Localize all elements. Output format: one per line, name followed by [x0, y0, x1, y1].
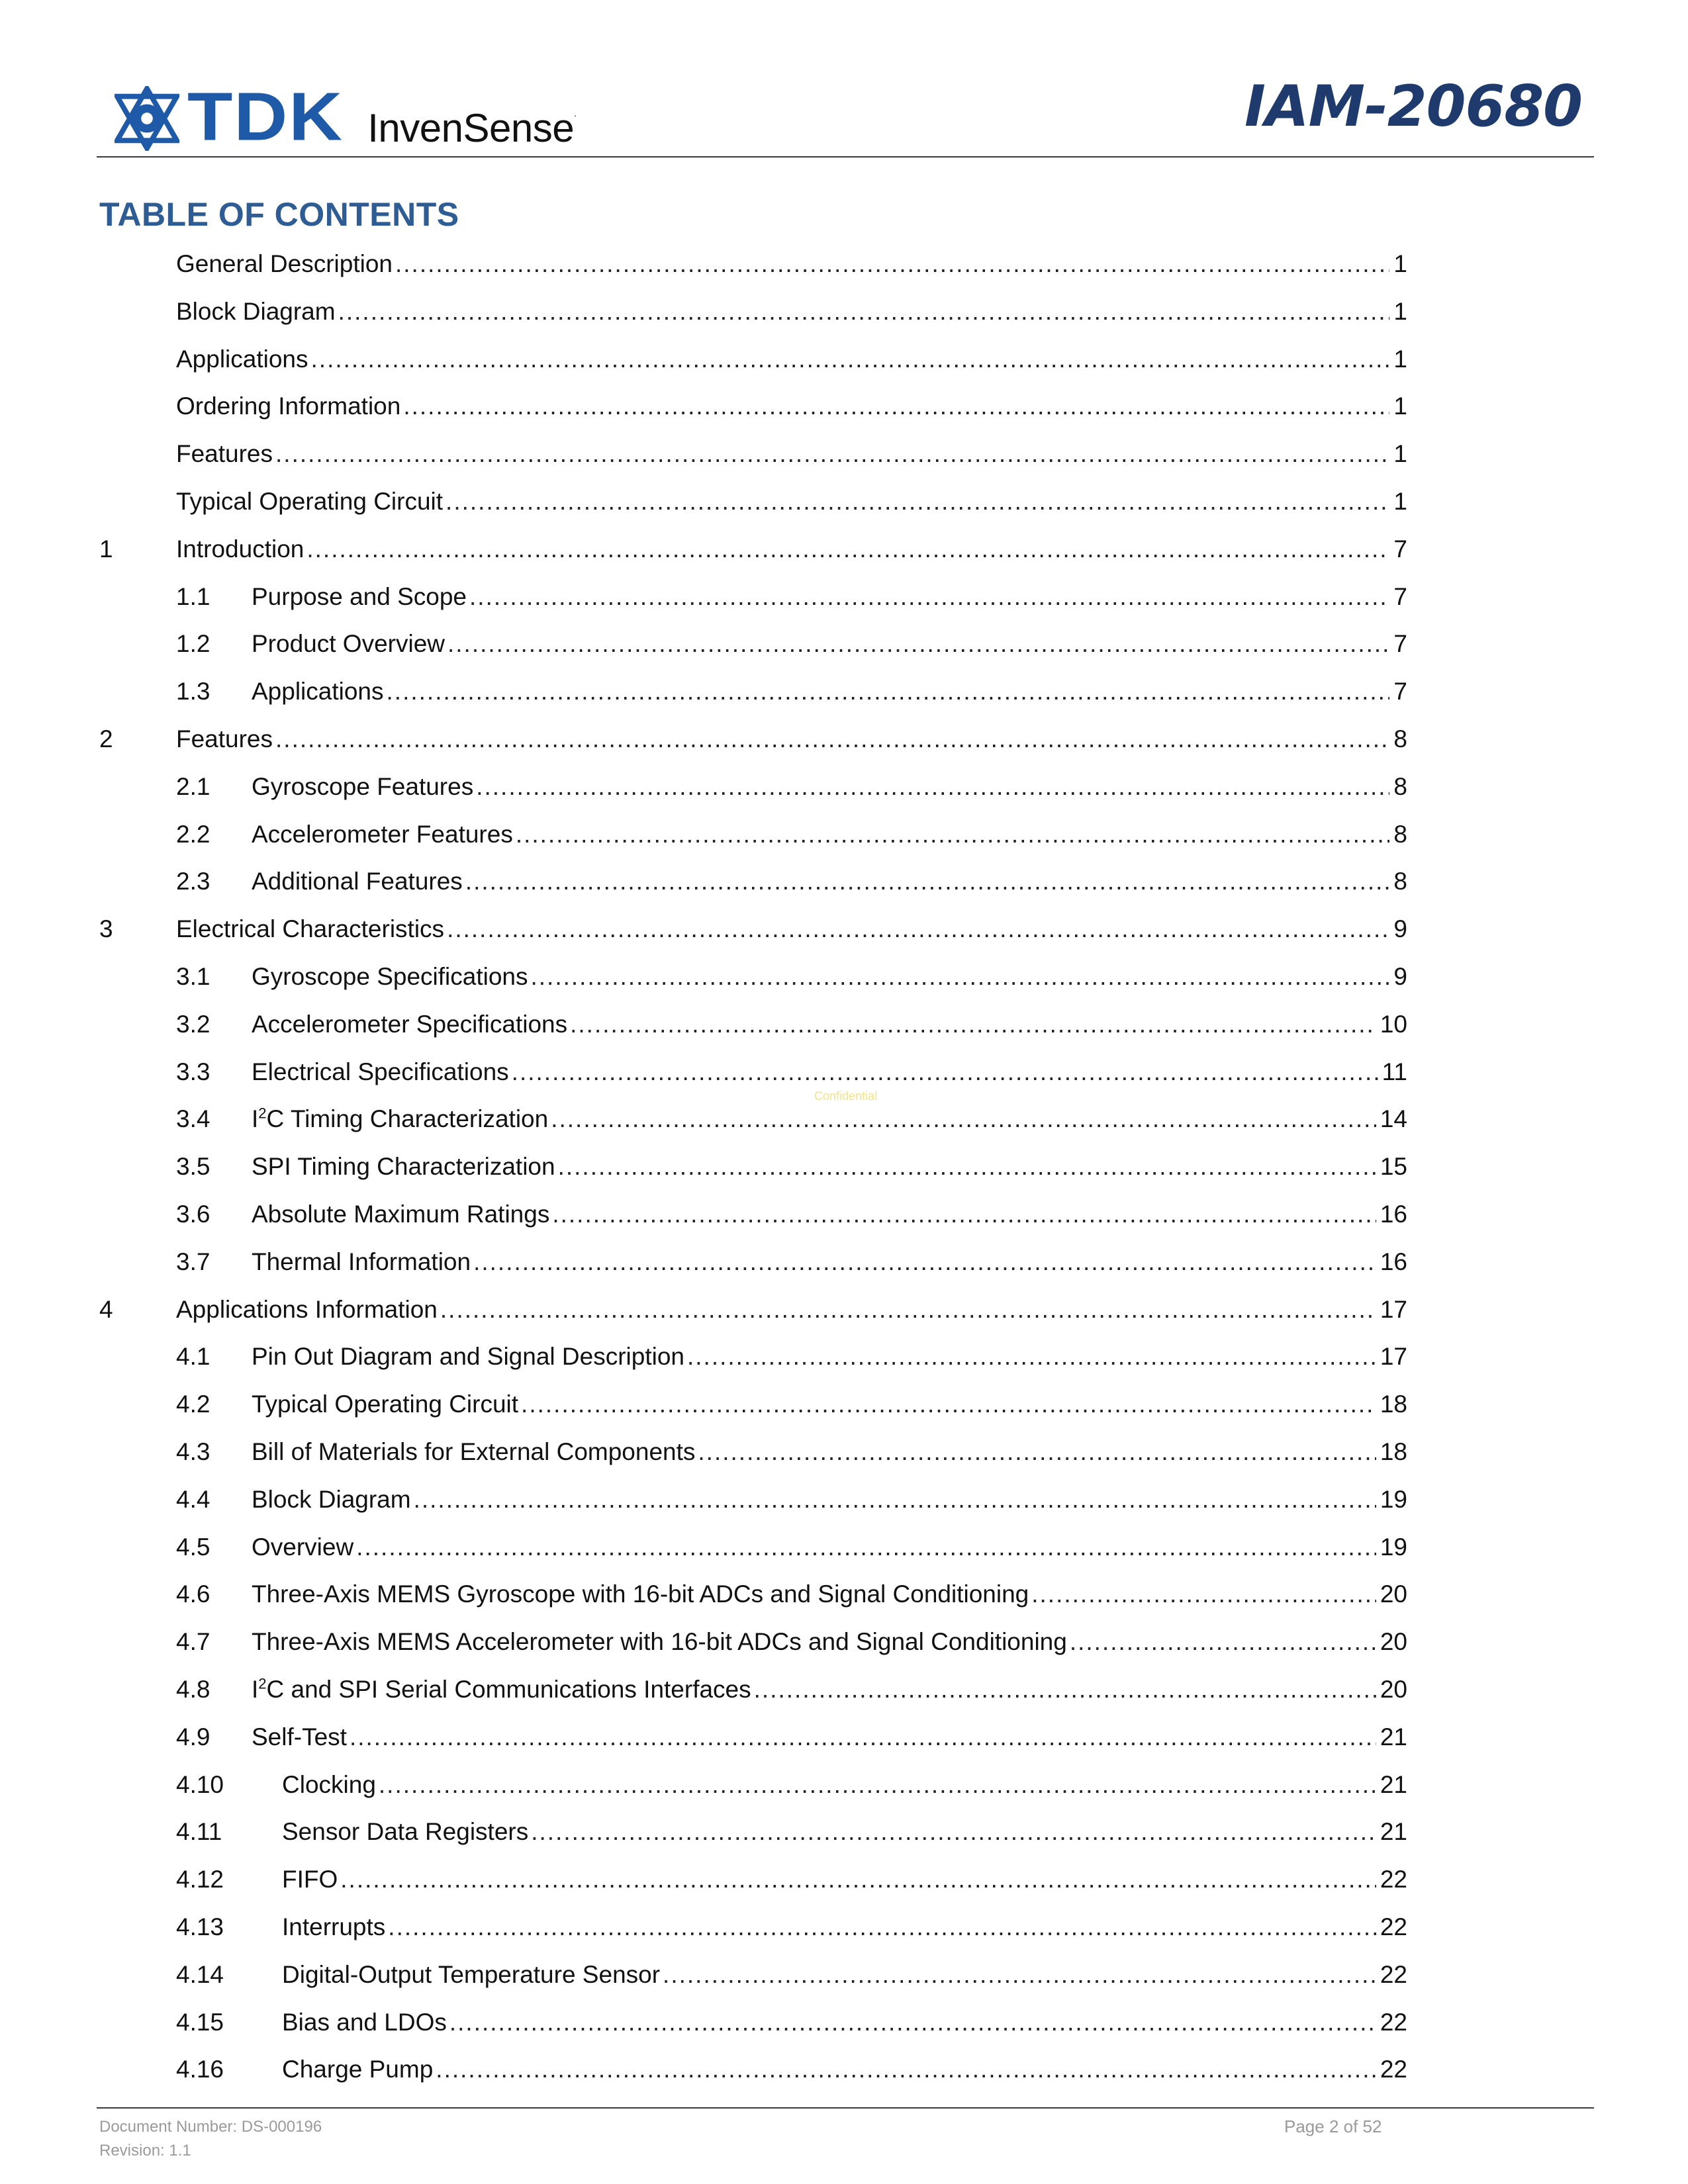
- toc-entry-title: Applications: [176, 345, 308, 373]
- toc-entry-title: SPI Timing Characterization: [252, 1153, 555, 1181]
- toc-leader-dots: [340, 1862, 1376, 1897]
- toc-entry[interactable]: [0, 2005, 1688, 2053]
- toc-leader-dots: [356, 1530, 1376, 1565]
- toc-leader-dots: [311, 342, 1390, 377]
- toc-entry-page: 1: [1393, 392, 1407, 420]
- toc-entry-title: Purpose and Scope: [252, 582, 467, 610]
- toc-leader-dots: [379, 1768, 1376, 1802]
- toc-leader-dots: [465, 864, 1390, 899]
- toc-entry[interactable]: [0, 484, 1688, 532]
- toc-entry-number: 4.4: [176, 1485, 211, 1513]
- toc-entry-title: Accelerometer Features: [252, 820, 513, 848]
- toc-entry[interactable]: [0, 627, 1688, 674]
- toc-entry-number: 4.16: [176, 2056, 224, 2083]
- toc-entry-title: Interrupts: [282, 1913, 386, 1940]
- toc-entry-number: 4.6: [176, 1580, 211, 1608]
- brand-subname: InvenSense.: [367, 106, 577, 150]
- toc-entry-page: 7: [1393, 630, 1407, 658]
- toc-entry-page: 22: [1380, 2056, 1407, 2083]
- toc-entry-number: 4.11: [176, 1818, 222, 1846]
- toc-entry-number: 3.7: [176, 1248, 211, 1275]
- part-number-title: IAM-20680: [1244, 73, 1582, 140]
- toc-entry[interactable]: [0, 1482, 1688, 1530]
- toc-entry[interactable]: [0, 342, 1688, 390]
- toc-leader-dots: [552, 1197, 1376, 1232]
- toc-entry-page: 22: [1380, 2008, 1407, 2036]
- toc-leader-dots: [403, 389, 1389, 424]
- toc-entry[interactable]: [0, 247, 1688, 295]
- toc-entry-page: 17: [1380, 1295, 1407, 1323]
- toc-entry-number: 2.2: [176, 820, 211, 848]
- toc-entry-page: 1: [1393, 250, 1407, 277]
- toc-entry-title: $I^2C$ and SPI Serial Communications Interfaces: [252, 1675, 751, 1703]
- toc-leader-dots: [275, 437, 1389, 471]
- toc-entry-page: 21: [1380, 1818, 1407, 1846]
- toc-entry-number: 4.12: [176, 1866, 224, 1893]
- toc-entry[interactable]: [0, 1815, 1688, 1862]
- toc-entry-page: 7: [1393, 535, 1407, 563]
- toc-entry-page: 1: [1393, 297, 1407, 325]
- toc-entry[interactable]: [0, 1435, 1688, 1482]
- company-logo: [115, 78, 577, 155]
- toc-leader-dots: [663, 1958, 1376, 1992]
- toc-entry[interactable]: [0, 1720, 1688, 1768]
- toc-leader-dots: [387, 674, 1390, 709]
- toc-entry-page: 16: [1380, 1248, 1407, 1275]
- toc-leader-dots: [558, 1150, 1376, 1184]
- toc-entry-page: 19: [1380, 1485, 1407, 1513]
- toc-leader-dots: [469, 580, 1389, 614]
- toc-entry-number: 2.3: [176, 868, 211, 895]
- toc-entry-page: 7: [1393, 678, 1407, 705]
- toc-leader-dots: [388, 1910, 1376, 1944]
- toc-entry[interactable]: [0, 912, 1688, 960]
- toc-entry-title: Sensor Data Registers: [282, 1818, 529, 1846]
- toc-entry-title: Features: [176, 725, 273, 752]
- toc-entry-page: 8: [1393, 725, 1407, 752]
- toc-entry-page: 9: [1393, 963, 1407, 990]
- toc-entry-number: 4: [99, 1295, 113, 1323]
- toc-leader-dots: [275, 722, 1389, 756]
- toc-entry-number: 3.1: [176, 963, 211, 990]
- toc-entry-page: 20: [1380, 1580, 1407, 1608]
- toc-entry-number: 4.9: [176, 1723, 211, 1751]
- toc-leader-dots: [447, 627, 1389, 661]
- toc-entry-page: 1: [1393, 440, 1407, 468]
- toc-entry-number: 4.10: [176, 1770, 224, 1798]
- toc-leader-dots: [1070, 1625, 1376, 1659]
- toc-entry-page: 1: [1393, 488, 1407, 515]
- toc-entry-title: Ordering Information: [176, 392, 401, 420]
- toc-entry-page: 19: [1380, 1533, 1407, 1561]
- toc-entry-page: 18: [1380, 1438, 1407, 1465]
- toc-entry[interactable]: [0, 817, 1688, 865]
- toc-entry[interactable]: [0, 1007, 1688, 1055]
- toc-entry-title: Absolute Maximum Ratings: [252, 1201, 550, 1228]
- toc-entry-page: 15: [1380, 1153, 1407, 1181]
- toc-leader-dots: [476, 770, 1389, 804]
- toc-entry-title: Typical Operating Circuit: [252, 1390, 519, 1418]
- footer-divider: [97, 2107, 1594, 2109]
- toc-leader-dots: [350, 1720, 1376, 1754]
- toc-entry-number: 2.1: [176, 772, 211, 800]
- toc-entry-page: 1: [1393, 345, 1407, 373]
- toc-entry[interactable]: [0, 1530, 1688, 1578]
- toc-entry[interactable]: [0, 1768, 1688, 1815]
- toc-heading: TABLE OF CONTENTS: [99, 196, 459, 233]
- toc-entry[interactable]: [0, 1910, 1688, 1958]
- toc-entry-title: Applications Information: [176, 1295, 438, 1323]
- toc-entry-number: 4.3: [176, 1438, 211, 1465]
- toc-entry-page: 8: [1393, 868, 1407, 895]
- toc-entry-title: Gyroscope Specifications: [252, 963, 528, 990]
- toc-entry[interactable]: [0, 1150, 1688, 1197]
- toc-entry-page: 22: [1380, 1913, 1407, 1940]
- toc-leader-dots: [687, 1340, 1376, 1374]
- toc-entry-title: Digital-Output Temperature Sensor: [282, 1960, 661, 1988]
- toc-entry-number: 4.8: [176, 1676, 211, 1703]
- toc-entry-number: 3.6: [176, 1201, 211, 1228]
- toc-entry-page: 22: [1380, 1960, 1407, 1988]
- toc-entry-title: Bias and LDOs: [282, 2008, 447, 2036]
- toc-leader-dots: [473, 1245, 1376, 1279]
- toc-entry-title: FIFO: [282, 1866, 338, 1893]
- header-divider: [97, 156, 1594, 158]
- toc-entry-number: 3.4: [176, 1105, 211, 1133]
- toc-entry[interactable]: [0, 770, 1688, 817]
- toc-entry-title: Electrical Specifications: [252, 1058, 509, 1085]
- toc-entry-number: 4.13: [176, 1913, 224, 1940]
- toc-leader-dots: [531, 1815, 1376, 1849]
- toc-entry-number: 4.14: [176, 1960, 224, 1988]
- toc-entry-page: 9: [1393, 915, 1407, 943]
- toc-entry[interactable]: [0, 1340, 1688, 1387]
- toc-entry[interactable]: [0, 1625, 1688, 1672]
- toc-entry-title: Features: [176, 440, 273, 468]
- toc-leader-dots: [754, 1672, 1376, 1707]
- toc-leader-dots: [449, 2005, 1376, 2040]
- toc-entry-title: Pin Out Diagram and Signal Description: [252, 1343, 684, 1371]
- toc-entry-page: 7: [1393, 582, 1407, 610]
- toc-entry[interactable]: [0, 960, 1688, 1007]
- page-number: Page 2 of 52: [1284, 2116, 1382, 2136]
- toc-entry-page: 21: [1380, 1723, 1407, 1751]
- toc-entry[interactable]: [0, 1197, 1688, 1245]
- toc-entry-page: 14: [1380, 1105, 1407, 1133]
- toc-entry-number: 1.1: [176, 582, 211, 610]
- toc-leader-dots: [512, 1055, 1378, 1089]
- toc-leader-dots: [516, 817, 1390, 852]
- toc-entry[interactable]: [0, 1958, 1688, 2005]
- toc-leader-dots: [414, 1482, 1376, 1517]
- toc-entry[interactable]: [0, 1862, 1688, 1910]
- toc-leader-dots: [521, 1387, 1376, 1422]
- toc-entry-title: Accelerometer Specifications: [252, 1010, 568, 1038]
- toc-entry-title: Electrical Characteristics: [176, 915, 445, 943]
- toc-leader-dots: [436, 2052, 1376, 2087]
- toc-entry-number: 1.3: [176, 678, 211, 705]
- toc-entry-title: $I^2C$ Timing Characterization: [252, 1105, 549, 1133]
- tdk-emblem-icon: [115, 86, 179, 151]
- toc-entry[interactable]: [0, 674, 1688, 722]
- brand-name: TDK: [187, 78, 344, 155]
- toc-entry[interactable]: [0, 580, 1688, 627]
- toc-entry-number: 3: [99, 915, 113, 943]
- toc-entry[interactable]: [0, 295, 1688, 342]
- toc-entry-title: Clocking: [282, 1770, 376, 1798]
- toc-entry-title: Block Diagram: [252, 1485, 411, 1513]
- toc-entry-title: Three-Axis MEMS Accelerometer with 16-bit ADCs and Signal Conditioning: [252, 1628, 1067, 1656]
- toc-leader-dots: [440, 1293, 1376, 1327]
- toc-entry-title: Thermal Information: [252, 1248, 471, 1275]
- toc-entry[interactable]: [0, 1672, 1688, 1720]
- toc-entry-title: Three-Axis MEMS Gyroscope with 16-bit ADCs and Signal Conditioning: [252, 1580, 1029, 1608]
- toc-entry-number: 3.2: [176, 1010, 211, 1038]
- toc-entry-number: 4.5: [176, 1533, 211, 1561]
- toc-entry-title: Introduction: [176, 535, 305, 563]
- toc-entry[interactable]: [0, 1102, 1688, 1150]
- revision: Revision: 1.1: [99, 2142, 191, 2160]
- toc-entry[interactable]: [0, 532, 1688, 580]
- document-number: Document Number: DS-000196: [99, 2118, 322, 2136]
- toc-entry-number: 2: [99, 725, 113, 752]
- toc-entry-title: Charge Pump: [282, 2056, 434, 2083]
- toc-entry-title: Self-Test: [252, 1723, 347, 1751]
- toc-entry-number: 3.3: [176, 1058, 211, 1085]
- toc-entry-title: Overview: [252, 1533, 354, 1561]
- toc-entry-page: 10: [1380, 1010, 1407, 1038]
- watermark: Confidential: [814, 1089, 878, 1103]
- toc-leader-dots: [698, 1435, 1376, 1469]
- toc-leader-dots: [447, 912, 1389, 946]
- toc-entry[interactable]: [0, 1293, 1688, 1340]
- toc-entry-page: 18: [1380, 1390, 1407, 1418]
- toc-leader-dots: [530, 960, 1389, 994]
- toc-entry-title: Bill of Materials for External Components: [252, 1438, 696, 1465]
- toc-entry-title: Gyroscope Features: [252, 772, 474, 800]
- toc-entry[interactable]: [0, 389, 1688, 437]
- toc-entry-page: 11: [1382, 1058, 1407, 1085]
- toc-entry-title: General Description: [176, 250, 393, 277]
- toc-leader-dots: [1031, 1577, 1376, 1612]
- toc-entry[interactable]: [0, 2052, 1688, 2100]
- toc-entry[interactable]: [0, 722, 1688, 770]
- toc-entry-page: 21: [1380, 1770, 1407, 1798]
- toc-entry-title: Product Overview: [252, 630, 445, 658]
- toc-entry-number: 4.1: [176, 1343, 211, 1371]
- toc-entry-number: 1.2: [176, 630, 211, 658]
- toc-leader-dots: [570, 1007, 1376, 1042]
- toc-entry-title: Applications: [252, 678, 384, 705]
- toc-entry-number: 4.2: [176, 1390, 211, 1418]
- toc-entry[interactable]: [0, 1577, 1688, 1625]
- toc-entry-number: 1: [99, 535, 113, 563]
- toc-entry[interactable]: [0, 1245, 1688, 1293]
- toc-entry-number: 3.5: [176, 1153, 211, 1181]
- toc-entry-page: 8: [1393, 820, 1407, 848]
- toc-leader-dots: [306, 532, 1389, 567]
- toc-entry-title: Additional Features: [252, 868, 463, 895]
- toc-leader-dots: [395, 247, 1389, 281]
- toc-entry-title: Block Diagram: [176, 297, 336, 325]
- toc-entry[interactable]: [0, 437, 1688, 484]
- toc-entry-number: 4.7: [176, 1628, 211, 1656]
- toc-entry[interactable]: [0, 1387, 1688, 1435]
- toc-entry-page: 20: [1380, 1676, 1407, 1703]
- toc-entry-page: 16: [1380, 1201, 1407, 1228]
- toc-entry[interactable]: [0, 864, 1688, 912]
- toc-entry-number: 4.15: [176, 2008, 224, 2036]
- toc-entry-page: 8: [1393, 772, 1407, 800]
- toc-leader-dots: [551, 1102, 1376, 1136]
- toc-entry-page: 20: [1380, 1628, 1407, 1656]
- toc-entry-page: 17: [1380, 1343, 1407, 1371]
- toc-leader-dots: [445, 484, 1389, 519]
- toc-leader-dots: [338, 295, 1390, 329]
- toc-entry-title: Typical Operating Circuit: [176, 488, 444, 515]
- toc-entry-page: 22: [1380, 1866, 1407, 1893]
